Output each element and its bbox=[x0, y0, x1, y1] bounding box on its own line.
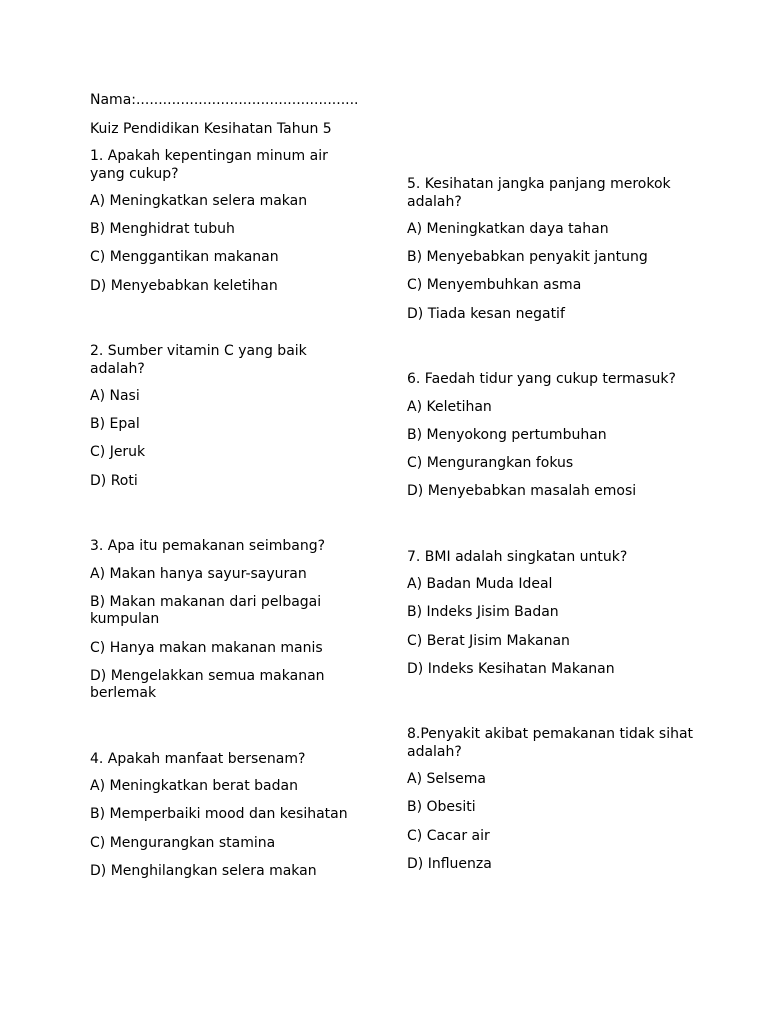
question-text: 8.Penyakit akibat pemakanan tidak sihat adalah? bbox=[407, 726, 694, 760]
option-d: D) Menghilangkan selera makan bbox=[90, 862, 317, 879]
question-5 bbox=[407, 176, 697, 323]
question-text: 1. Apakah kepentingan minum air yang cukup? bbox=[90, 148, 328, 182]
option-d: D) Roti bbox=[90, 472, 138, 489]
option-c: C) Menyembuhkan asma bbox=[407, 277, 582, 294]
question-text: 3. Apa itu pemakanan seimbang? bbox=[90, 538, 326, 555]
option-d: D) Menyebabkan keletihan bbox=[90, 277, 278, 294]
option-a: A) Makan hanya sayur-sayuran bbox=[90, 565, 307, 582]
option-b: B) Menyokong pertumbuhan bbox=[407, 426, 607, 443]
name-line: Nama:.................................................. bbox=[90, 92, 359, 108]
option-b: B) Memperbaiki mood dan kesihatan bbox=[90, 806, 348, 823]
option-d: D) Indeks Kesihatan Makanan bbox=[407, 660, 615, 677]
option-d: D) Mengelakkan semua makanan berlemak bbox=[90, 667, 325, 702]
option-a: A) Selsema bbox=[407, 771, 487, 788]
quiz-title: Kuiz Pendidikan Kesihatan Tahun 5 bbox=[90, 121, 332, 137]
option-c: C) Menggantikan makanan bbox=[90, 249, 279, 266]
option-c: C) Mengurangkan stamina bbox=[90, 834, 276, 851]
option-b: B) Indeks Jisim Badan bbox=[407, 604, 559, 621]
question-text: 7. BMI adalah singkatan untuk? bbox=[407, 548, 628, 565]
option-c: C) Hanya makan makanan manis bbox=[90, 639, 323, 656]
left-column bbox=[90, 148, 365, 928]
option-b: B) Menyebabkan penyakit jantung bbox=[407, 249, 648, 266]
question-7 bbox=[407, 549, 697, 679]
question-4 bbox=[90, 751, 365, 881]
option-a: A) Nasi bbox=[90, 388, 140, 405]
question-6 bbox=[407, 371, 697, 501]
option-c: C) Jeruk bbox=[90, 444, 146, 461]
question-8 bbox=[407, 726, 697, 873]
option-b: B) Makan makanan dari pelbagai kumpulan bbox=[90, 593, 322, 628]
option-a: A) Badan Muda Ideal bbox=[407, 576, 553, 593]
option-c: C) Cacar air bbox=[407, 827, 490, 844]
question-1 bbox=[90, 148, 365, 295]
option-b: B) Menghidrat tubuh bbox=[90, 221, 235, 238]
option-a: A) Keletihan bbox=[407, 398, 492, 415]
option-a: A) Meningkatkan selera makan bbox=[90, 193, 308, 209]
question-text: 5. Kesihatan jangka panjang merokok adalah? bbox=[407, 176, 671, 210]
question-text: 4. Apakah manfaat bersenam? bbox=[90, 750, 306, 767]
option-d: D) Tiada kesan negatif bbox=[407, 305, 565, 322]
option-a: A) Meningkatkan berat badan bbox=[90, 778, 298, 795]
option-b: B) Obesiti bbox=[407, 799, 476, 816]
question-2 bbox=[90, 343, 365, 490]
option-c: C) Mengurangkan fokus bbox=[407, 454, 574, 471]
option-b: B) Epal bbox=[90, 416, 140, 433]
right-column bbox=[407, 176, 697, 921]
option-a: A) Meningkatkan daya tahan bbox=[407, 221, 609, 237]
option-d: D) Menyebabkan masalah emosi bbox=[407, 483, 637, 500]
question-text: 6. Faedah tidur yang cukup termasuk? bbox=[407, 371, 676, 388]
question-text: 2. Sumber vitamin C yang baik adalah? bbox=[90, 343, 307, 377]
option-c: C) Berat Jisim Makanan bbox=[407, 632, 570, 649]
question-3 bbox=[90, 538, 365, 703]
option-d: D) Influenza bbox=[407, 855, 492, 872]
